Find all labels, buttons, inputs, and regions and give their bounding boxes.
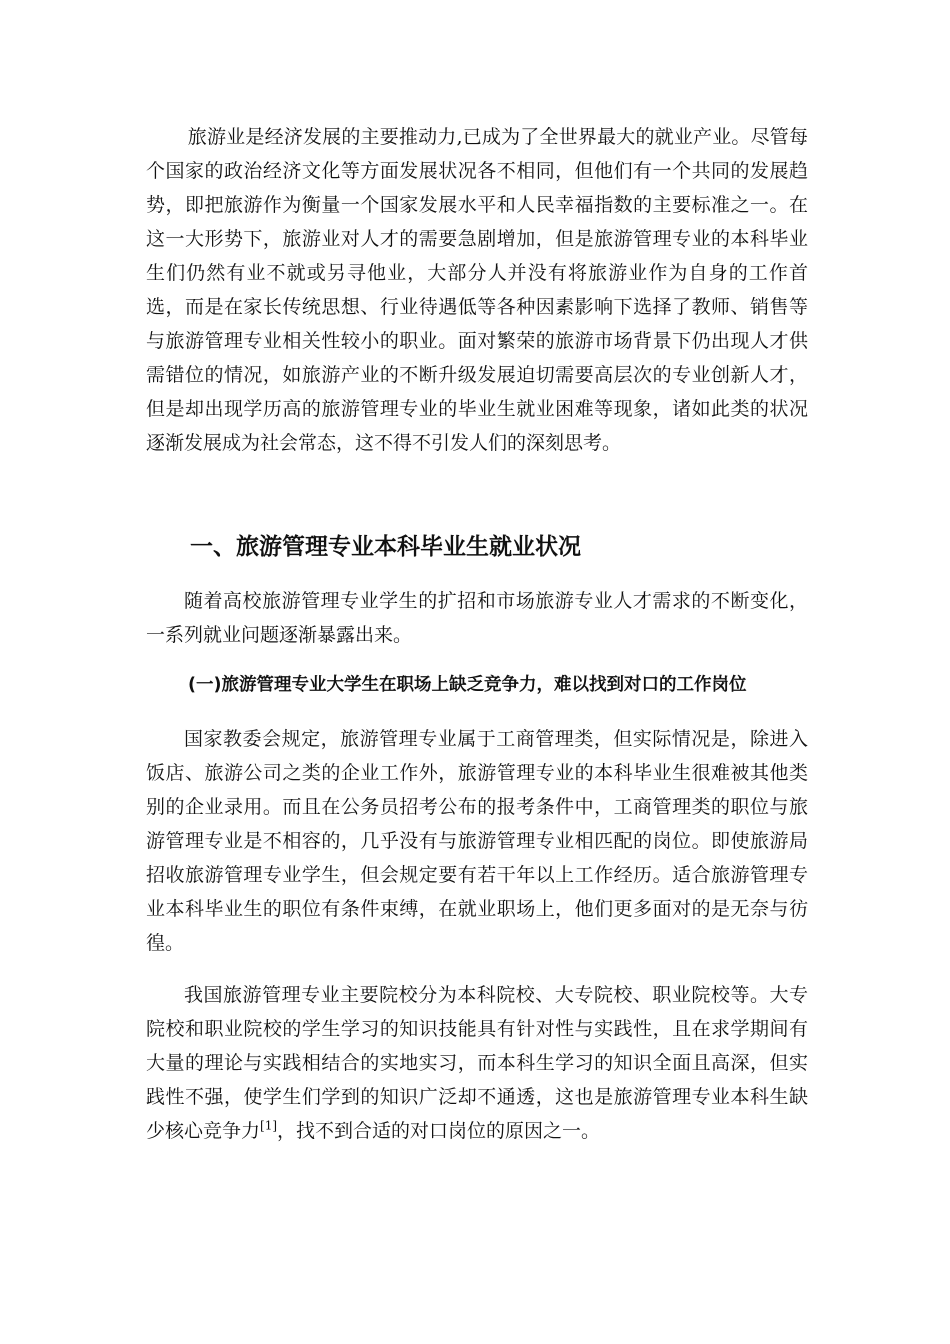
subsection-paragraph-1: 国家教委会规定，旅游管理专业属于工商管理类，但实际情况是，除进入饭店、旅游公司之类的企业工作外，旅游管理专业的本科毕业生很难被其他类别的企业录用。而且在公务员招考公布的报考条件中，工商管理类的职位与旅游管理专业是不相容的，几乎没有与旅游管理专业相匹配的岗位。即使旅游局招收旅游管理专业学生，但会规定要有若干年以上工作经历。适合旅游管理专业本科毕业生的职位有条件束缚，在就业职场上，他们更多面对的是无奈与彷徨。 — [146, 728, 808, 954]
citation-marker[interactable]: [1] — [260, 1118, 278, 1133]
spacer — [146, 494, 808, 530]
section-intro-paragraph: 随着高校旅游管理专业学生的扩招和市场旅游专业人才需求的不断变化，一系列就业问题逐渐暴露出来。 — [146, 590, 808, 646]
intro-paragraph: 旅游业是经济发展的主要推动力,已成为了全世界最大的就业产业。尽管每个国家的政治经济文化等方面发展状况各不相同，但他们有一个共同的发展趋势，即把旅游作为衡量一个国家发展水平和人民幸福指数的主要标准之一。在这一大形势下，旅游业对人才的需要急剧增加，但是旅游管理专业的本科毕业生们仍然有业不就或另寻他业，大部分人并没有将旅游业作为自身的工作首选，而是在家长传统思想、行业待遇低等各种因素影响下选择了教师、销售等与旅游管理专业相关性较小的职业。面对繁荣的旅游市场背景下仍出现人才供需错位的情况，如旅游产业的不断升级发展迫切需要高层次的专业创新人才，但是却出现学历高的旅游管理专业的毕业生就业困难等现象，诸如此类的状况逐渐发展成为社会常态，这不得不引发人们的深刻思考。 — [146, 126, 808, 454]
section-heading: 一、旅游管理专业本科毕业生就业状况 — [190, 534, 581, 560]
document-page — [146, 120, 808, 1148]
spacer — [146, 564, 808, 584]
subsection-heading: (一)旅游管理专业大学生在职场上缺乏竞争力，难以找到对口的工作岗位 — [188, 675, 747, 695]
subsection-paragraph-2 — [146, 978, 808, 1148]
paragraph-2-tail: ，找不到合适的对口岗位的原因之一。 — [277, 1120, 601, 1142]
paragraph-2-text: 我国旅游管理专业主要院校分为本科院校、大专院校、职业院校等。大专院校和职业院校的学生学习的知识技能具有针对性与实践性，且在求学期间有大量的理论与实践相结合的实地实习，而本科生学习的知识全面且高深，但实践性不强，使学生们学到的知识广泛却不通透，这也是旅游管理专业本科生缺少核心竞争力 — [146, 984, 808, 1142]
spacer — [146, 700, 808, 722]
spacer — [146, 960, 808, 978]
spacer — [146, 652, 808, 670]
